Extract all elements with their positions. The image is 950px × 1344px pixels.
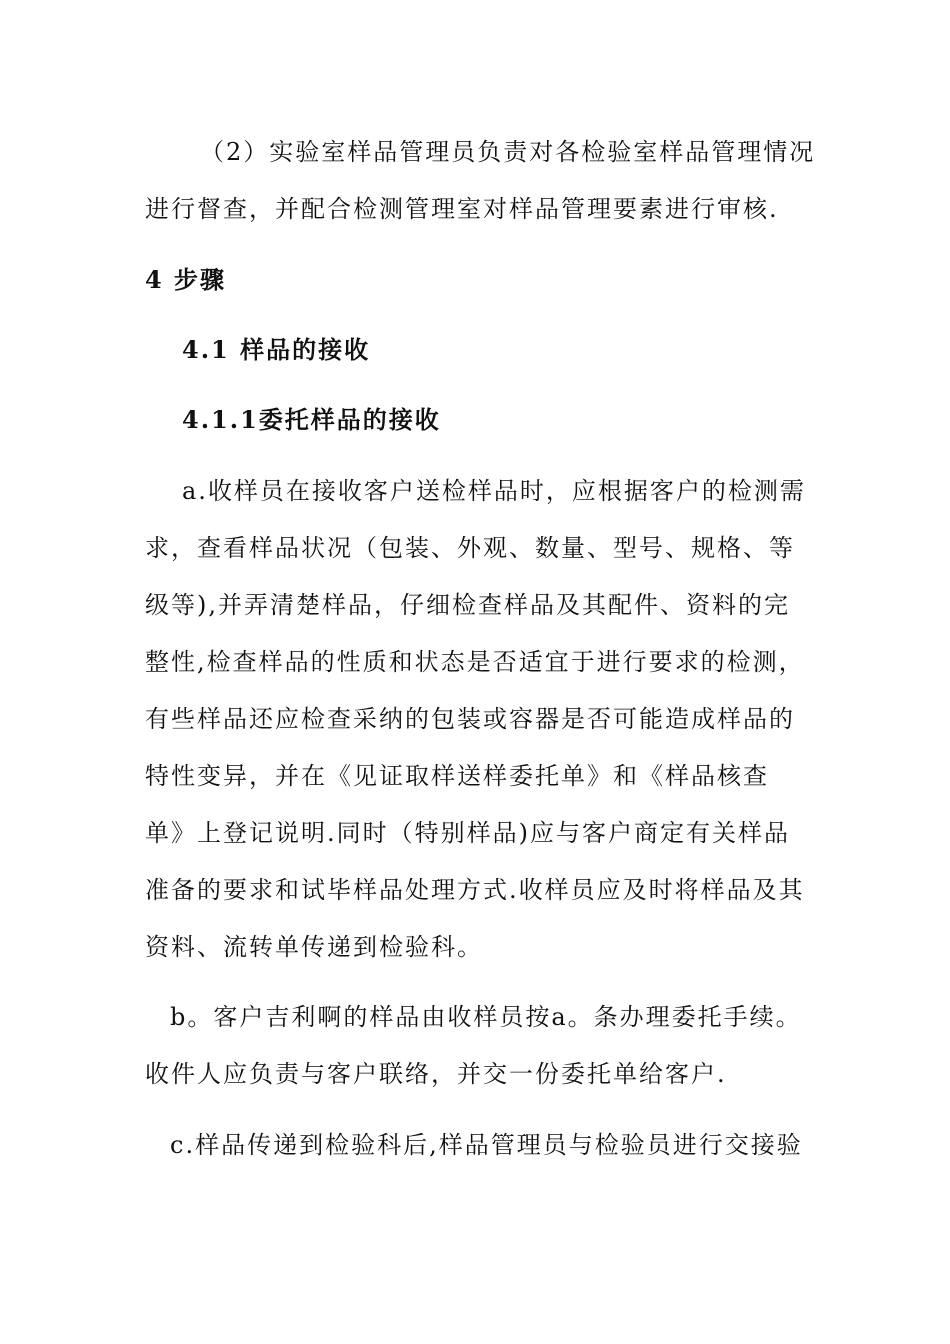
paragraph-2-line-2: 进行督查，并配合检测管理室对样品管理要素进行审核.: [145, 195, 779, 223]
section-heading-4-1: 4.1 样品的接收: [182, 335, 371, 364]
paragraph-a-line-9: 资料、流转单传递到检验科。: [145, 933, 483, 961]
paragraph-b-line-2: 收件人应负责与客户联络，并交一份委托单给客户.: [145, 1060, 727, 1088]
paragraph-a-line-5: 有些样品还应检查采纳的包装或容器是否可能造成样品的: [145, 705, 795, 733]
paragraph-c-line-1: c.样品传递到检验科后,样品管理员与检验员进行交接验: [170, 1131, 803, 1159]
paragraph-a-line-3: 级等),并弄清楚样品，仔细检查样品及其配件、资料的完: [145, 591, 790, 619]
paragraph-a-line-7: 单》上登记说明.同时（特别样品)应与客户商定有关样品: [145, 819, 790, 847]
section-heading-4-1-1: 4.1.1委托样品的接收: [182, 405, 441, 434]
paragraph-a-line-8: 准备的要求和试毕样品处理方式.收样员应及时将样品及其: [145, 876, 805, 904]
paragraph-a-line-4: 整性,检查样品的性质和状态是否适宜于进行要求的检测，: [145, 648, 805, 676]
section-heading-4: 4 步骤: [145, 265, 227, 294]
paragraph-a-line-6: 特性变异，并在《见证取样送样委托单》和《样品核查: [145, 762, 769, 790]
paragraph-2-line-1: （2）实验室样品管理员负责对各检验室样品管理情况: [200, 138, 816, 166]
paragraph-a-line-2: 求，查看样品状况（包装、外观、数量、型号、规格、等: [145, 534, 795, 562]
paragraph-a-line-1: a.收样员在接收客户送检样品时，应根据客户的检测需: [182, 477, 806, 505]
paragraph-b-line-1: b。客户吉利啊的样品由收样员按a。条办理委托手续。: [170, 1003, 802, 1031]
